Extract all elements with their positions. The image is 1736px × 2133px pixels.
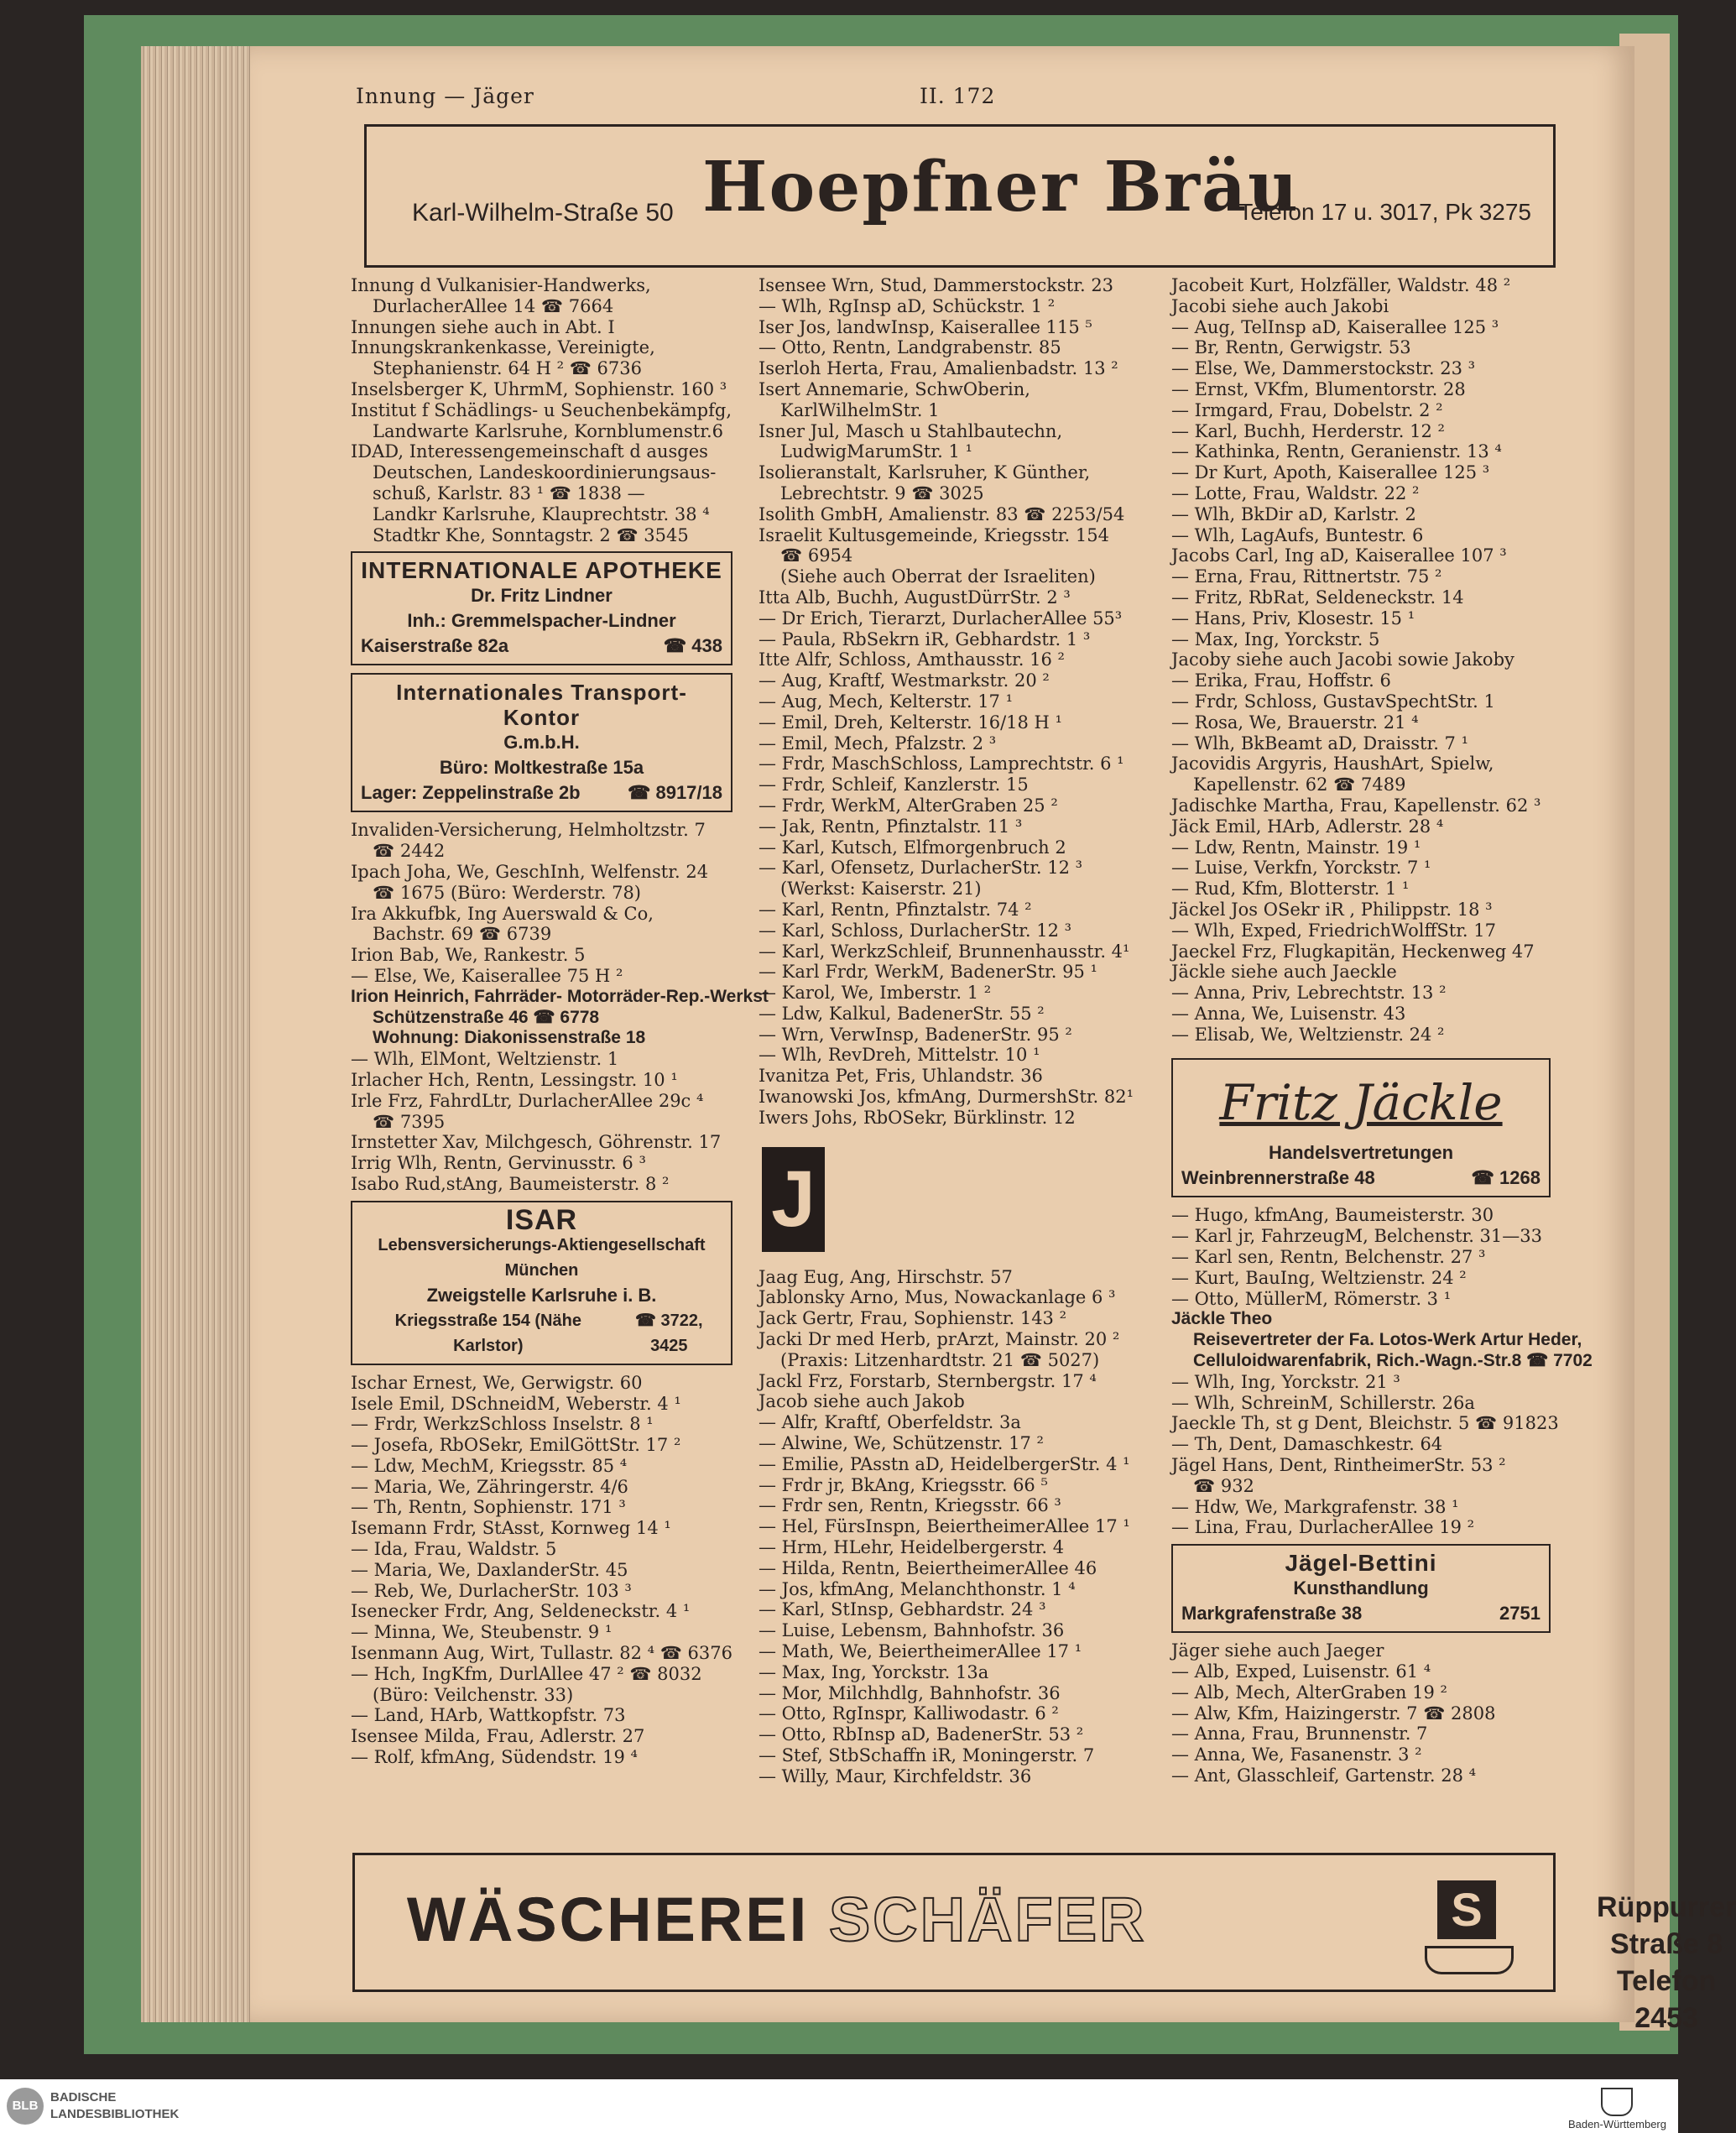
- directory-entry: ☎ 6954: [780, 545, 853, 566]
- entry-list: [351, 275, 732, 545]
- directory-entry: — Alw, Kfm, Haizingerstr. 7 ☎ 2808: [1171, 1703, 1496, 1724]
- jackle-contact: [1181, 1166, 1541, 1191]
- directory-entry: IDAD, Interessengemeinschaft d ausges: [351, 441, 708, 462]
- directory-entry: Wohnung: Diakonissenstraße 18: [373, 1028, 646, 1048]
- directory-entry: Isele Emil, DSchneidM, Weberstr. 4 ¹: [351, 1393, 681, 1414]
- directory-entry: — Hch, IngKfm, DurlAllee 47 ² ☎ 8032: [351, 1663, 702, 1684]
- directory-entry: ☎ 7395: [373, 1111, 446, 1132]
- directory-entry: — Alfr, Kraftf, Oberfeldstr. 3a: [759, 1412, 1021, 1433]
- entry-list: [759, 275, 1136, 1129]
- directory-entry: Itta Alb, Buchh, AugustDürrStr. 2 ³: [759, 587, 1071, 608]
- directory-entry: — Karl, Schloss, DurlacherStr. 12 ³: [759, 920, 1072, 941]
- directory-entry: — Maria, We, Zähringerstr. 4/6: [351, 1476, 628, 1497]
- directory-entry: Isensee Wrn, Stud, Dammerstockstr. 23: [759, 275, 1114, 295]
- directory-entry: — Karl sen, Rentn, Belchenstr. 27 ³: [1171, 1247, 1486, 1268]
- directory-entry: Jäckle siehe auch Jaeckle: [1171, 962, 1397, 983]
- directory-entry: — Karl, StInsp, Gebhardstr. 24 ³: [759, 1599, 1046, 1620]
- directory-entry: Iser Jos, landwInsp, Kaiserallee 115 ⁵: [759, 316, 1092, 337]
- directory-entry: — Frdr, Schloss, GustavSpechtStr. 1: [1171, 691, 1495, 712]
- directory-entry: — Rud, Kfm, Blotterstr. 1 ¹: [1171, 879, 1410, 900]
- directory-entry: Innung d Vulkanisier-Handwerks,: [351, 275, 651, 295]
- directory-entry: — Aug, TelInsp aD, Kaiserallee 125 ³: [1171, 316, 1499, 337]
- page-edges: [141, 46, 250, 2022]
- directory-entry: — Else, We, Kaiserallee 75 H ²: [351, 965, 623, 986]
- directory-entry: — Ldw, Kalkul, BadenerStr. 55 ²: [759, 1003, 1045, 1024]
- directory-entry: — Lotte, Frau, Waldstr. 22 ²: [1171, 482, 1420, 503]
- coat-of-arms-icon: [1601, 2088, 1633, 2116]
- directory-entry: Jaag Eug, Ang, Hirschstr. 57: [759, 1266, 1013, 1287]
- directory-entry: — Frdr jr, BkAng, Kriegsstr. 66 ⁵: [759, 1474, 1048, 1495]
- directory-entry: — Karol, We, Imberstr. 1 ²: [759, 983, 992, 1004]
- directory-entry: LudwigMarumStr. 1 ¹: [780, 441, 972, 462]
- directory-entry: — Wlh, RevDreh, Mittelstr. 10 ¹: [759, 1045, 1040, 1066]
- directory-entry: (Praxis: Litzenhardtstr. 21 ☎ 5027): [780, 1349, 1100, 1370]
- directory-entry: — Else, We, Dammerstockstr. 23 ³: [1171, 358, 1476, 379]
- bettini-trade: Kunsthandlung: [1293, 1578, 1429, 1599]
- directory-entry: Iwers Johs, RbOSekr, Bürklinstr. 12: [759, 1107, 1076, 1128]
- directory-entry: Jäckle Theo: [1171, 1309, 1273, 1329]
- directory-entry: — Erika, Frau, Hoffstr. 6: [1171, 670, 1391, 691]
- isar-ad: [351, 1201, 732, 1365]
- directory-entry: Jack Gertr, Frau, Sophienstr. 143 ²: [759, 1308, 1067, 1329]
- directory-entry: ☎ 2442: [373, 841, 446, 862]
- directory-entry: — Wrn, VerwInsp, BadenerStr. 95 ²: [759, 1024, 1072, 1045]
- hoepfner-ad: [364, 124, 1556, 268]
- directory-entry: — Otto, Rentn, Landgrabenstr. 85: [759, 337, 1061, 358]
- directory-entry: — Elisab, We, Weltzienstr. 24 ²: [1171, 1024, 1445, 1045]
- column-1: [351, 275, 769, 1768]
- directory-entry: Jacobs Carl, Ing aD, Kaiserallee 107 ³: [1171, 545, 1507, 566]
- directory-entry: Celluloidwarenfabrik, Rich.-Wagn.-Str.8 ☎ 7702: [1193, 1351, 1593, 1371]
- schaefer-street: Rüppurrer Straße 8: [1597, 1891, 1736, 1960]
- directory-entry: Jackl Frz, Forstarb, Sternbergstr. 17 ⁴: [759, 1370, 1097, 1391]
- directory-entry: — Aug, Kraftf, Westmarkstr. 20 ²: [759, 670, 1050, 691]
- directory-entry: schuß, Karlstr. 83 ¹ ☎ 1838 —: [373, 482, 645, 503]
- entry-list: [351, 820, 769, 1194]
- directory-entry: — Frdr, MaschSchloss, Lamprechtstr. 6 ¹: [759, 754, 1124, 774]
- directory-entry: — Reb, We, DurlacherStr. 103 ³: [351, 1580, 632, 1601]
- directory-entry: Irion Bab, We, Rankestr. 5: [351, 945, 586, 966]
- directory-entry: — Hrm, HLehr, Heidelbergerstr. 4: [759, 1537, 1065, 1558]
- directory-entry: Itte Alfr, Schloss, Amthausstr. 16 ²: [759, 649, 1065, 670]
- hoepfner-phone: Telefon 17 u. 3017, Pk 3275: [1238, 199, 1531, 225]
- directory-entry: Lebrechtstr. 9 ☎ 3025: [780, 482, 984, 503]
- directory-entry: — Josefa, RbOSekr, EmilGöttStr. 17 ²: [351, 1435, 681, 1456]
- directory-entry: — Land, HArb, Wattkopfstr. 73: [351, 1705, 626, 1726]
- hoepfner-address: Karl-Wilhelm-Straße 50: [412, 199, 674, 227]
- directory-entry: Jaeckle Th, st g Dent, Bleichstr. 5 ☎ 91823: [1171, 1413, 1559, 1434]
- directory-entry: Innungskrankenkasse, Vereinigte,: [351, 337, 655, 358]
- directory-entry: — Luise, Verkfn, Yorckstr. 7 ¹: [1171, 858, 1431, 879]
- directory-entry: Schützenstraße 46 ☎ 6778: [373, 1007, 600, 1027]
- directory-entry: Stadtkr Khe, Sonntagstr. 2 ☎ 3545: [373, 524, 689, 545]
- directory-entry: — Wlh, LagAufs, Buntestr. 6: [1171, 524, 1424, 545]
- apotheke-contact: [361, 634, 722, 659]
- directory-entry: Iwanowski Jos, kfmAng, DurmershStr. 82¹: [759, 1087, 1134, 1108]
- directory-entry: Isolieranstalt, Karlsruher, K Günther,: [759, 462, 1091, 483]
- schaefer-ad: [352, 1853, 1736, 2034]
- directory-entry: — Wlh, Ing, Yorckstr. 21 ³: [1171, 1371, 1400, 1392]
- directory-entry: — Kurt, BauIng, Weltzienstr. 24 ²: [1171, 1267, 1467, 1288]
- directory-entry: — Wlh, Exped, FriedrichWolffStr. 17: [1171, 920, 1496, 941]
- directory-entry: — Irmgard, Frau, Dobelstr. 2 ²: [1171, 399, 1443, 420]
- directory-entry: KarlWilhelmStr. 1: [780, 399, 940, 420]
- directory-entry: — Th, Dent, Damaschkestr. 64: [1171, 1434, 1443, 1455]
- directory-entry: Irlacher Hch, Rentn, Lessingstr. 10 ¹: [351, 1069, 678, 1090]
- jackle-name: Fritz Jäckle: [1219, 1074, 1503, 1132]
- directory-entry: — Luise, Lebensm, Bahnhofstr. 36: [759, 1620, 1065, 1641]
- directory-entry: (Büro: Veilchenstr. 33): [373, 1684, 574, 1705]
- bettini-phone: 2751: [1499, 1603, 1541, 1625]
- directory-entry: — Hel, FürsInspn, BeiertheimerAllee 17 ¹: [759, 1516, 1130, 1537]
- directory-entry: — Wlh, BkBeamt aD, Draisstr. 7 ¹: [1171, 733, 1469, 754]
- directory-entry: Stephanienstr. 64 H ² ☎ 6736: [373, 358, 642, 379]
- directory-entry: Isensee Milda, Frau, Adlerstr. 27: [351, 1726, 645, 1747]
- directory-entry: — Wlh, ElMont, Weltzienstr. 1: [351, 1049, 619, 1070]
- isar-phone: ☎ 3722, 3425: [635, 1311, 703, 1355]
- directory-entry: Isolith GmbH, Amalienstr. 83 ☎ 2253/54: [759, 503, 1125, 524]
- directory-entry: Jadischke Martha, Frau, Kapellenstr. 62 ³: [1171, 795, 1541, 816]
- directory-entry: Irrig Wlh, Rentn, Gervinusstr. 6 ³: [351, 1153, 646, 1174]
- directory-entry: Israelit Kultusgemeinde, Kriegsstr. 154: [759, 524, 1109, 545]
- blb-logo-icon: BLB: [7, 2088, 44, 2125]
- laundry-basket-icon: [1425, 1946, 1514, 1974]
- running-head: Innung — Jäger: [356, 84, 534, 108]
- directory-entry: Jacovidis Argyris, HaushArt, Spielw,: [1171, 754, 1494, 774]
- directory-entry: Jablonsky Arno, Mus, Nowackanlage 6 ³: [759, 1287, 1116, 1308]
- directory-entry: — Anna, We, Fasanenstr. 3 ²: [1171, 1744, 1422, 1765]
- directory-entry: Iserloh Herta, Frau, Amalienbadstr. 13 ²: [759, 358, 1118, 379]
- transport-store: Lager: Zeppelinstraße 2b: [361, 782, 581, 804]
- column-3: [1171, 275, 1593, 1786]
- isar-street: Kriegsstraße 154 (Nähe Karlstor): [394, 1311, 581, 1355]
- library-name-line1: BADISCHE: [50, 2090, 117, 2104]
- directory-entry: — Max, Ing, Yorckstr. 5: [1171, 628, 1380, 649]
- directory-entry: Ivanitza Pet, Fris, Uhlandstr. 36: [759, 1066, 1043, 1087]
- directory-entry: — Math, We, BeiertheimerAllee 17 ¹: [759, 1641, 1082, 1662]
- schaefer-contact: [1597, 1889, 1736, 2037]
- directory-entry: — Aug, Mech, Kelterstr. 17 ¹: [759, 691, 1014, 712]
- directory-entry: Jäger siehe auch Jaeger: [1171, 1640, 1384, 1661]
- directory-entry: — Anna, Priv, Lebrechtstr. 13 ²: [1171, 983, 1447, 1004]
- directory-entry: Jacobeit Kurt, Holzfäller, Waldstr. 48 ²: [1171, 275, 1511, 295]
- directory-entry: — Paula, RbSekrn iR, Gebhardstr. 1 ³: [759, 628, 1091, 649]
- directory-entry: — Dr Erich, Tierarzt, DurlacherAllee 55³: [759, 608, 1123, 628]
- directory-entry: Jacobi siehe auch Jakobi: [1171, 295, 1389, 316]
- directory-entry: — Karl, Rentn, Pfinztalstr. 74 ²: [759, 899, 1032, 920]
- directory-entry: Isner Jul, Masch u Stahlbautechn,: [759, 420, 1063, 441]
- directory-entry: Institut f Schädlings- u Seuchenbekämpfg,: [351, 399, 732, 420]
- directory-entry: — Emil, Mech, Pfalzstr. 2 ³: [759, 733, 997, 754]
- state-name: Baden-Württemberg: [1567, 2118, 1666, 2130]
- directory-entry: — Willy, Maur, Kirchfeldstr. 36: [759, 1765, 1032, 1786]
- isar-branch: Zweigstelle Karlsruhe i. B.: [426, 1284, 657, 1306]
- directory-entry: Isabo Rud,stAng, Baumeisterstr. 8 ²: [351, 1173, 670, 1194]
- directory-entry: — Karl, Ofensetz, DurlacherStr. 12 ³: [759, 858, 1083, 879]
- directory-entry: — Th, Rentn, Sophienstr. 171 ³: [351, 1497, 626, 1518]
- directory-entry: — Karl, Kutsch, Elfmorgenbruch 2: [759, 837, 1066, 858]
- directory-entry: Jäckel Jos OSekr iR , Philippstr. 18 ³: [1171, 899, 1493, 920]
- isar-name: ISAR: [505, 1203, 578, 1236]
- directory-entry: — Erna, Frau, Rittnertstr. 75 ²: [1171, 566, 1442, 587]
- directory-entry: Irion Heinrich, Fahrräder- Motorräder-Rep.-Werkst: [351, 986, 769, 1006]
- directory-entry: — Otto, RgInspr, Kalliwodastr. 6 ²: [759, 1703, 1059, 1724]
- directory-entry: — Frdr sen, Rentn, Kriegsstr. 66 ³: [759, 1495, 1061, 1516]
- directory-entry: — Wlh, BkDir aD, Karlstr. 2: [1171, 503, 1416, 524]
- apotheke-street: Kaiserstraße 82a: [361, 635, 509, 657]
- directory-entry: Jaeckel Frz, Flugkapitän, Heckenweg 47: [1171, 941, 1535, 962]
- jackle-ad: [1171, 1058, 1551, 1197]
- schaefer-word-a: WÄSCHEREI: [407, 1885, 810, 1954]
- directory-entry: Landkr Karlsruhe, Klauprechtstr. 38 ⁴: [373, 503, 710, 524]
- directory-entry: Isemann Frdr, StAsst, Kornweg 14 ¹: [351, 1518, 671, 1539]
- directory-entry: — Max, Ing, Yorckstr. 13a: [759, 1661, 989, 1682]
- directory-entry: — Lina, Frau, DurlacherAllee 19 ²: [1171, 1517, 1475, 1538]
- directory-entry: — Alb, Mech, AlterGraben 19 ²: [1171, 1682, 1447, 1703]
- apotheke-ad: [351, 551, 732, 665]
- directory-entry: ☎ 1675 (Büro: Werderstr. 78): [373, 882, 641, 903]
- transport-form: G.m.b.H.: [503, 732, 580, 754]
- jackle-street: Weinbrennerstraße 48: [1181, 1167, 1375, 1189]
- entry-list: [759, 1267, 1136, 1787]
- bettini-street: Markgrafenstraße 38: [1181, 1603, 1363, 1625]
- directory-entry: — Br, Rentn, Gerwigstr. 53: [1171, 337, 1411, 358]
- directory-entry: — Otto, RbInsp aD, BadenerStr. 53 ²: [759, 1724, 1084, 1745]
- directory-entry: — Alwine, We, Schützenstr. 17 ²: [759, 1433, 1044, 1454]
- directory-entry: Isenecker Frdr, Ang, Seldeneckstr. 4 ¹: [351, 1601, 691, 1622]
- directory-entry: — Karl jr, FahrzeugM, Belchenstr. 31—33: [1171, 1226, 1543, 1247]
- directory-entry: — Stef, StbSchaffn iR, Moningerstr. 7: [759, 1745, 1095, 1765]
- directory-entry: Jägel Hans, Dent, RintheimerStr. 53 ²: [1171, 1455, 1506, 1476]
- directory-entry: — Karl, Buchh, Herderstr. 12 ²: [1171, 420, 1445, 441]
- directory-entry: Landwarte Karlsruhe, Kornblumenstr.6: [373, 420, 723, 441]
- directory-entry: — Maria, We, DaxlanderStr. 45: [351, 1559, 628, 1580]
- schaefer-logo-icon: S: [1437, 1880, 1496, 1939]
- directory-entry: Invaliden-Versicherung, Helmholtzstr. 7: [351, 820, 706, 841]
- directory-entry: Irnstetter Xav, Milchgesch, Göhrenstr. 17: [351, 1132, 722, 1153]
- directory-entry: — Frdr, WerkM, AlterGraben 25 ²: [759, 795, 1058, 816]
- directory-entry: — Hans, Priv, Klosestr. 15 ¹: [1171, 608, 1415, 628]
- directory-entry: — Anna, We, Luisenstr. 43: [1171, 1003, 1406, 1024]
- library-name: [50, 2089, 179, 2123]
- schaefer-word-b: SCHÄFER: [828, 1885, 1147, 1954]
- bettini-name: Jägel-Bettini: [1285, 1550, 1437, 1577]
- directory-entry: Jacoby siehe auch Jacobi sowie Jakoby: [1171, 649, 1514, 670]
- directory-entry: Ischar Ernest, We, Gerwigstr. 60: [351, 1372, 643, 1393]
- directory-entry: — Ida, Frau, Waldstr. 5: [351, 1539, 557, 1560]
- directory-entry: — Jos, kfmAng, Melanchthonstr. 1 ⁴: [759, 1578, 1076, 1599]
- schaefer-phone: Telefon 2453: [1616, 1965, 1717, 2034]
- directory-entry: Isert Annemarie, SchwOberin,: [759, 378, 1030, 399]
- entry-list: [1171, 275, 1551, 1045]
- directory-entry: — Emilie, PAsstn aD, HeidelbergerStr. 4 ¹: [759, 1453, 1130, 1474]
- directory-entry: Jäck Emil, HArb, Adlerstr. 28 ⁴: [1171, 816, 1444, 837]
- directory-entry: Bachstr. 69 ☎ 6739: [373, 924, 552, 945]
- directory-entry: — Fritz, RbRat, Seldeneckstr. 14: [1171, 587, 1464, 608]
- directory-entry: Jacob siehe auch Jakob: [759, 1391, 965, 1412]
- directory-entry: — Hdw, We, Markgrafenstr. 38 ¹: [1171, 1496, 1459, 1517]
- section-letter: J: [762, 1147, 825, 1252]
- directory-entry: Jacki Dr med Herb, prArzt, Mainstr. 20 ²: [759, 1329, 1120, 1350]
- directory-entry: — Frdr, Schleif, Kanzlerstr. 15: [759, 774, 1029, 795]
- directory-entry: — Ant, Glasschleif, Gartenstr. 28 ⁴: [1171, 1765, 1477, 1786]
- library-name-line2: LANDESBIBLIOTHEK: [50, 2107, 180, 2121]
- directory-entry: Isenmann Aug, Wirt, Tullastr. 82 ⁴ ☎ 6376: [351, 1643, 732, 1664]
- directory-entry: — Minna, We, Steubenstr. 9 ¹: [351, 1622, 613, 1643]
- entry-list: [1171, 1205, 1593, 1538]
- isar-contact: [361, 1308, 722, 1359]
- directory-entry: — Ldw, MechM, Kriegsstr. 85 ⁴: [351, 1455, 628, 1476]
- directory-entry: — Wlh, SchreinM, Schillerstr. 26a: [1171, 1392, 1475, 1413]
- library-footer: [0, 2079, 1678, 2133]
- jackle-trade: Handelsvertretungen: [1268, 1142, 1454, 1164]
- bettini-ad: [1171, 1544, 1551, 1633]
- apotheke-inh: Inh.: Gremmelspacher-Lindner: [407, 610, 676, 632]
- bettini-contact: [1181, 1601, 1541, 1626]
- directory-entry: — Otto, MüllerM, Römerstr. 3 ¹: [1171, 1288, 1452, 1309]
- directory-entry: — Hilda, Rentn, BeiertheimerAllee 46: [759, 1557, 1097, 1578]
- directory-entry: Ira Akkufbk, Ing Auerswald & Co,: [351, 903, 654, 924]
- page-number: II. 172: [920, 84, 996, 108]
- hoepfner-brand: Hoepfner Bräu: [702, 147, 1300, 227]
- apotheke-name: INTERNATIONALE APOTHEKE: [361, 557, 722, 584]
- state-logo: [1568, 2088, 1666, 2130]
- directory-entry: Inselsberger K, UhrmM, Sophienstr. 160 ³: [351, 378, 727, 399]
- directory-entry: — Rosa, We, Brauerstr. 21 ⁴: [1171, 712, 1419, 733]
- directory-entry: Innungen siehe auch in Abt. I: [351, 316, 615, 337]
- directory-entry: Ipach Joha, We, GeschInh, Welfenstr. 24: [351, 861, 709, 882]
- transport-ad: [351, 673, 732, 812]
- transport-phone: ☎ 8917/18: [627, 782, 722, 804]
- transport-name: Internationales Transport-Kontor: [396, 680, 687, 731]
- directory-entry: — Alb, Exped, Luisenstr. 61 ⁴: [1171, 1661, 1431, 1682]
- entry-list: [351, 1373, 732, 1768]
- schaefer-wordmark: [407, 1884, 1147, 1955]
- column-2: [759, 275, 1136, 1787]
- directory-entry: — Karl, WerkzSchleif, Brunnenhausstr. 4¹: [759, 941, 1130, 962]
- directory-entry: Reisevertreter der Fa. Lotos-Werk Artur Heder,: [1193, 1330, 1582, 1350]
- directory-entry: — Karl Frdr, WerkM, BadenerStr. 95 ¹: [759, 962, 1097, 983]
- isar-company: Lebensversicherungs-Aktiengesellschaft München: [378, 1235, 706, 1280]
- directory-entry: Deutschen, Landeskoordinierungsaus-: [373, 462, 717, 483]
- directory-entry: Irle Frz, FahrdLtr, DurlacherAllee 29c ⁴: [351, 1090, 704, 1111]
- entry-list: [1171, 1640, 1551, 1786]
- directory-entry: DurlacherAllee 14 ☎ 7664: [373, 295, 614, 316]
- directory-entry: ☎ 932: [1193, 1475, 1254, 1496]
- directory-entry: Kapellenstr. 62 ☎ 7489: [1193, 774, 1406, 795]
- directory-entry: — Wlh, RgInsp aD, Schückstr. 1 ²: [759, 295, 1056, 316]
- directory-entry: — Mor, Milchhdlg, Bahnhofstr. 36: [759, 1682, 1061, 1703]
- jackle-phone: ☎ 1268: [1471, 1167, 1541, 1189]
- directory-entry: — Ernst, VKfm, Blumentorstr. 28: [1171, 378, 1466, 399]
- directory-entry: — Kathinka, Rentn, Geranienstr. 13 ⁴: [1171, 441, 1502, 462]
- apotheke-owner: Dr. Fritz Lindner: [471, 585, 613, 607]
- directory-entry: — Dr Kurt, Apoth, Kaiserallee 125 ³: [1171, 462, 1490, 483]
- transport-office: Büro: Moltkestraße 15a: [439, 757, 644, 779]
- directory-entry: — Jak, Rentn, Pfinztalstr. 11 ³: [759, 816, 1023, 837]
- directory-entry: — Hugo, kfmAng, Baumeisterstr. 30: [1171, 1205, 1494, 1226]
- directory-entry: — Ldw, Rentn, Mainstr. 19 ¹: [1171, 837, 1421, 858]
- directory-entry: (Werkst: Kaiserstr. 21): [780, 879, 982, 900]
- directory-entry: — Emil, Dreh, Kelterstr. 16/18 H ¹: [759, 712, 1062, 733]
- directory-entry: — Rolf, kfmAng, Südendstr. 19 ⁴: [351, 1747, 638, 1768]
- directory-entry: — Anna, Frau, Brunnenstr. 7: [1171, 1724, 1428, 1744]
- transport-contact: [361, 780, 722, 806]
- directory-entry: — Frdr, WerkzSchloss Inselstr. 8 ¹: [351, 1414, 654, 1435]
- directory-entry: (Siehe auch Oberrat der Israeliten): [780, 566, 1096, 587]
- apotheke-phone: ☎ 438: [663, 635, 722, 657]
